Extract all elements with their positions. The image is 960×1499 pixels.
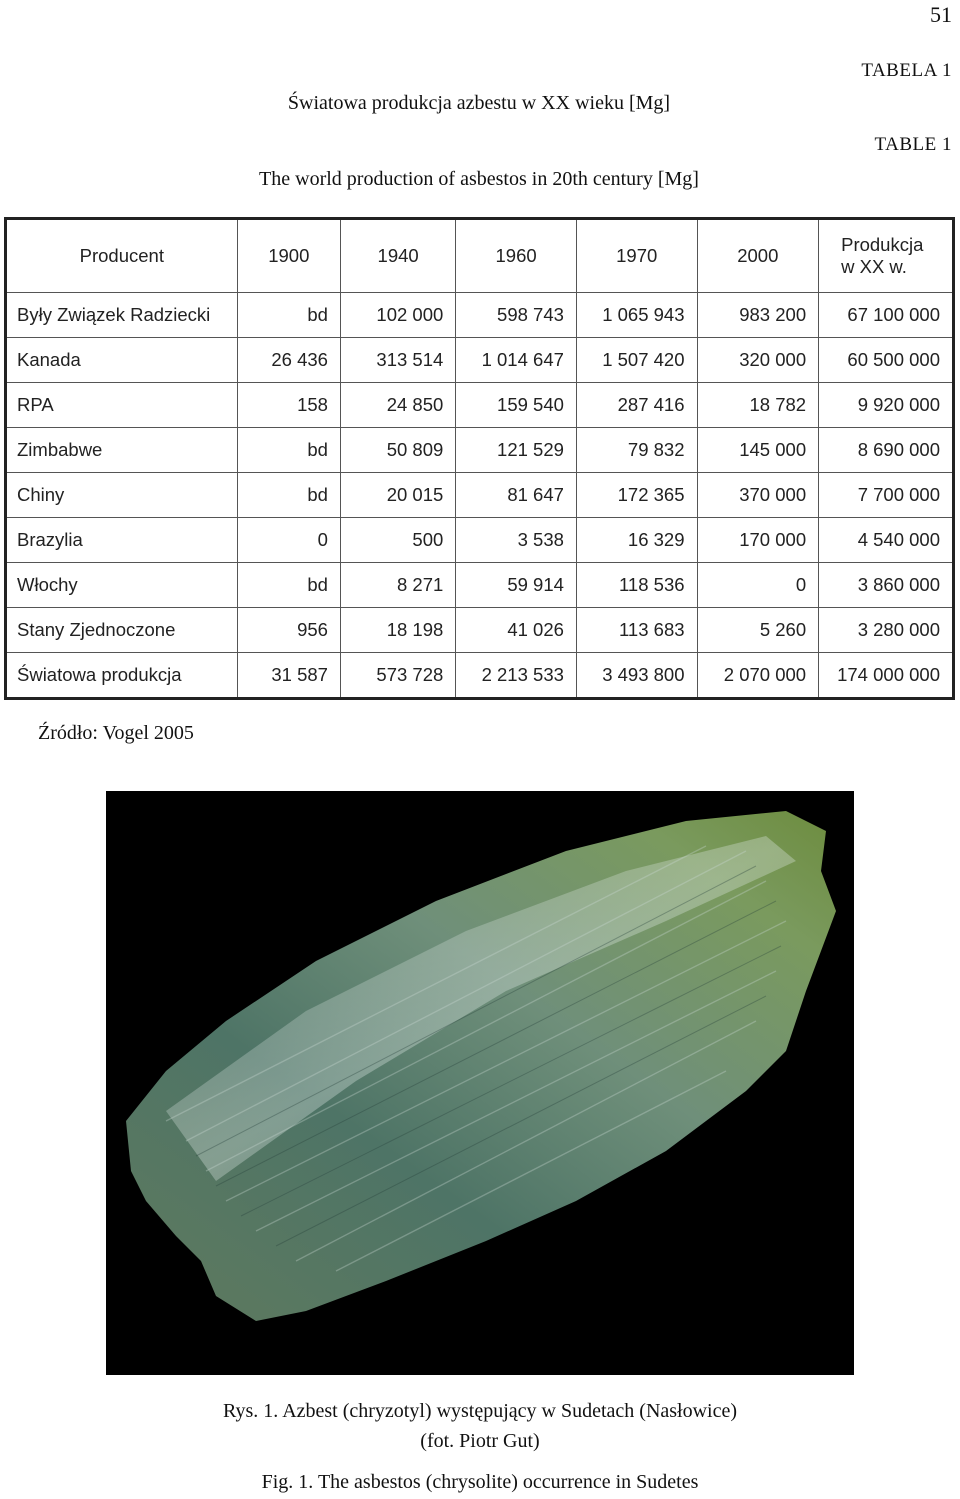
value-cell: 4 540 000 — [819, 518, 954, 563]
producer-name-cell: Brazylia — [6, 518, 238, 563]
value-cell: 983 200 — [697, 293, 819, 338]
value-cell: 81 647 — [456, 473, 577, 518]
producer-name-cell: Włochy — [6, 563, 238, 608]
table-title-en: The world production of asbestos in 20th century [Mg] — [259, 168, 699, 190]
value-cell: 174 000 000 — [819, 653, 954, 699]
value-cell: 158 — [237, 383, 340, 428]
producer-name-cell: Zimbabwe — [6, 428, 238, 473]
value-cell: 313 514 — [340, 338, 455, 383]
value-cell: 59 914 — [456, 563, 577, 608]
producer-name-cell: Były Związek Radziecki — [6, 293, 238, 338]
value-cell: 18 198 — [340, 608, 455, 653]
table-row — [6, 653, 954, 699]
value-cell: 500 — [340, 518, 455, 563]
value-cell: 287 416 — [576, 383, 697, 428]
page-number: 51 — [930, 2, 952, 27]
table-row — [6, 518, 954, 563]
table-row — [6, 608, 954, 653]
value-cell: 41 026 — [456, 608, 577, 653]
value-cell: 3 280 000 — [819, 608, 954, 653]
producer-name-cell: Światowa produkcja — [6, 653, 238, 699]
table-label-pl: TABELA 1 — [861, 60, 952, 81]
header-1970: 1970 — [576, 219, 697, 293]
header-total-line2: w XX w. — [841, 256, 907, 277]
value-cell: 3 538 — [456, 518, 577, 563]
value-cell: bd — [237, 428, 340, 473]
value-cell: 24 850 — [340, 383, 455, 428]
value-cell: 8 690 000 — [819, 428, 954, 473]
value-cell: 172 365 — [576, 473, 697, 518]
value-cell: 370 000 — [697, 473, 819, 518]
value-cell: 0 — [697, 563, 819, 608]
value-cell: 20 015 — [340, 473, 455, 518]
header-1960: 1960 — [456, 219, 577, 293]
value-cell: 7 700 000 — [819, 473, 954, 518]
value-cell: 60 500 000 — [819, 338, 954, 383]
source-note: Źródło: Vogel 2005 — [38, 722, 194, 744]
header-producer: Producent — [6, 219, 238, 293]
value-cell: 3 493 800 — [576, 653, 697, 699]
value-cell: 121 529 — [456, 428, 577, 473]
value-cell: 5 260 — [697, 608, 819, 653]
header-2000: 2000 — [697, 219, 819, 293]
value-cell: 31 587 — [237, 653, 340, 699]
table-label-en: TABLE 1 — [874, 134, 952, 155]
value-cell: 573 728 — [340, 653, 455, 699]
value-cell: 9 920 000 — [819, 383, 954, 428]
asbestos-specimen-image — [106, 791, 854, 1375]
table-row — [6, 338, 954, 383]
value-cell: 18 782 — [697, 383, 819, 428]
value-cell: bd — [237, 563, 340, 608]
table-row — [6, 473, 954, 518]
value-cell: 26 436 — [237, 338, 340, 383]
value-cell: bd — [237, 473, 340, 518]
value-cell: 8 271 — [340, 563, 455, 608]
producer-name-cell: Chiny — [6, 473, 238, 518]
value-cell: 0 — [237, 518, 340, 563]
header-total-line1: Produkcja — [841, 234, 924, 255]
header-1900: 1900 — [237, 219, 340, 293]
value-cell: 320 000 — [697, 338, 819, 383]
value-cell: 50 809 — [340, 428, 455, 473]
table-row — [6, 428, 954, 473]
value-cell: 956 — [237, 608, 340, 653]
figure-caption-pl-line1: Rys. 1. Azbest (chryzotyl) występujący w Sudetach (Nasłowice) — [222, 1400, 738, 1422]
value-cell: 1 507 420 — [576, 338, 697, 383]
value-cell: bd — [237, 293, 340, 338]
table-row — [6, 563, 954, 608]
asbestos-photo — [106, 791, 854, 1375]
value-cell: 113 683 — [576, 608, 697, 653]
value-cell: 1 065 943 — [576, 293, 697, 338]
value-cell: 2 070 000 — [697, 653, 819, 699]
value-cell: 170 000 — [697, 518, 819, 563]
producer-name-cell: RPA — [6, 383, 238, 428]
table-row — [6, 383, 954, 428]
header-total — [819, 219, 954, 293]
value-cell: 79 832 — [576, 428, 697, 473]
value-cell: 16 329 — [576, 518, 697, 563]
figure-caption-pl-line2: (fot. Piotr Gut) — [420, 1430, 540, 1452]
value-cell: 2 213 533 — [456, 653, 577, 699]
value-cell: 118 536 — [576, 563, 697, 608]
value-cell: 1 014 647 — [456, 338, 577, 383]
value-cell: 145 000 — [697, 428, 819, 473]
value-cell: 598 743 — [456, 293, 577, 338]
value-cell: 159 540 — [456, 383, 577, 428]
table-row — [6, 293, 954, 338]
value-cell: 102 000 — [340, 293, 455, 338]
value-cell: 3 860 000 — [819, 563, 954, 608]
table-header-row — [6, 219, 954, 293]
table-title-pl: Światowa produkcja azbestu w XX wieku [Mg] — [287, 92, 671, 114]
asbestos-production-table — [4, 217, 955, 700]
producer-name-cell: Kanada — [6, 338, 238, 383]
header-1940: 1940 — [340, 219, 455, 293]
figure-caption-en: Fig. 1. The asbestos (chrysolite) occurrence in Sudetes — [261, 1471, 699, 1493]
producer-name-cell: Stany Zjednoczone — [6, 608, 238, 653]
value-cell: 67 100 000 — [819, 293, 954, 338]
